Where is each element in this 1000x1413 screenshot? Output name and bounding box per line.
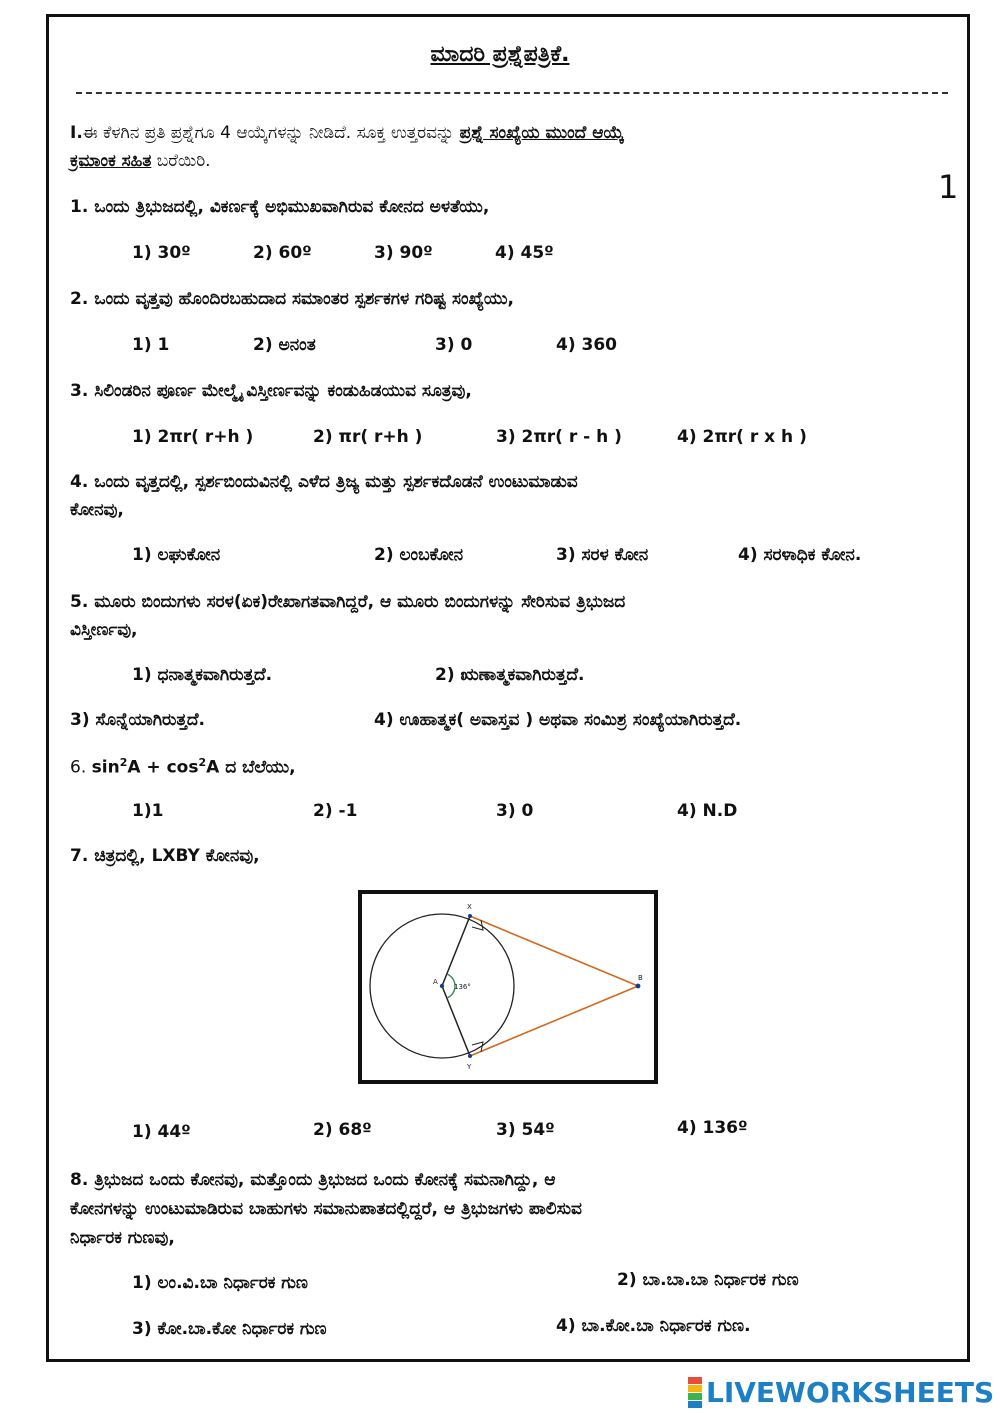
q5-option-3[interactable]: 3) ಸೊನ್ನೆಯಾಗಿರುತ್ತದೆ.	[70, 710, 205, 730]
q4-option-3[interactable]: 3) ಸರಳ ಕೋನ	[556, 545, 649, 565]
angle-label: 136°	[454, 983, 471, 991]
q2-option-4[interactable]: 4) 360	[556, 335, 618, 355]
question-1: 1. ಒಂದು ತ್ರಿಭುಜದಲ್ಲಿ, ವಿಕರ್ಣಕ್ಕೆ ಅಭಿಮುಖವಾಗಿರುವ ಕೋನದ ಅಳತೆಯು,	[70, 197, 490, 217]
q8-option-1[interactable]: 1) ಲಂ.ವಿ.ಬಾ ನಿರ್ಧಾರಕ ಗುಣ	[132, 1273, 308, 1293]
q2-option-1[interactable]: 1) 1	[132, 335, 170, 355]
q1-option-4[interactable]: 4) 45º	[495, 243, 554, 263]
question-8-line-2: ಕೋನಗಳನ್ನು ಉಂಟುಮಾಡಿರುವ ಬಾಹುಗಳು ಸಮಾನುಪಾತದಲ್ಲಿದ್ದರೆ, ಆ ತ್ರಿಭುಜಗಳು ಪಾಲಿಸುವ	[70, 1199, 582, 1219]
q3-option-4[interactable]: 4) 2πr( r x h )	[677, 427, 807, 447]
q6-option-2[interactable]: 2) -1	[313, 801, 358, 821]
q7-option-3[interactable]: 3) 54º	[496, 1120, 555, 1140]
q1-option-3[interactable]: 3) 90º	[374, 243, 433, 263]
q3-option-1[interactable]: 1) 2πr( r+h )	[132, 427, 254, 447]
q5-option-1[interactable]: 1) ಧನಾತ್ಮಕವಾಗಿರುತ್ತದೆ.	[132, 665, 273, 685]
question-5-line-2: ವಿಸ್ತೀರ್ಣವು,	[70, 620, 138, 640]
question-4-line-2: ಕೋನವು,	[70, 500, 124, 520]
radius-ax	[442, 916, 470, 986]
q4-option-1[interactable]: 1) ಲಘುಕೋನ	[132, 545, 221, 565]
circle-tangent-figure	[358, 890, 658, 1084]
liveworksheets-logo[interactable]	[688, 1376, 994, 1408]
question-7: 7. ಚಿತ್ರದಲ್ಲಿ, LXBY ಕೋನವು,	[70, 846, 260, 866]
instruction-line-2: ಕ್ರಮಾಂಕ ಸಹಿತ ಬರೆಯಿರಿ.	[70, 151, 211, 171]
point-x	[468, 914, 472, 918]
point-y	[468, 1054, 472, 1058]
q8-option-4[interactable]: 4) ಬಾ.ಕೋ.ಬಾ ನಿರ್ಧಾರಕ ಗುಣ.	[556, 1316, 751, 1336]
brand-blocks-icon	[688, 1377, 702, 1408]
question-2: 2. ಒಂದು ವೃತ್ತವು ಹೊಂದಿರಬಹುದಾದ ಸಮಾಂತರ ಸ್ಪರ್ಶಕಗಳ ಗರಿಷ್ಟ ಸಂಖ್ಯೆಯು,	[70, 289, 514, 309]
instruction-line-1: I.ಈ ಕೆಳಗಿನ ಪ್ರತಿ ಪ್ರಶ್ನೆಗೂ 4 ಆಯ್ಕೆಗಳನ್ನು ನೀಡಿದೆ. ಸೂಕ್ತ ಉತ್ತರವನ್ನು ಪ್ರಶ್ನೆ ಸಂಖ್ಯೆಯ ಮುಂದೆ ಆಯ್ಕೆ	[70, 123, 624, 143]
question-8-line-3: ನಿರ್ಧಾರಕ ಗುಣವು,	[70, 1228, 175, 1248]
q6-option-1[interactable]: 1)1	[132, 801, 164, 821]
point-b	[636, 984, 641, 989]
q7-option-1[interactable]: 1) 44º	[132, 1122, 191, 1142]
label-a: A	[433, 978, 438, 986]
q5-option-2[interactable]: 2) ಋಣಾತ್ಮಕವಾಗಿರುತ್ತದೆ.	[435, 665, 585, 685]
label-y: Y	[467, 1063, 472, 1071]
question-4-line-1: 4. ಒಂದು ವೃತ್ತದಲ್ಲಿ, ಸ್ಪರ್ಶಬಿಂದುವಿನಲ್ಲಿ ಎಳೆದ ತ್ರಿಜ್ಯ ಮತ್ತು ಸ್ಪರ್ಶಕದೊಡನೆ ಉಂಟುಮಾಡುವ	[70, 472, 578, 492]
q7-option-4[interactable]: 4) 136º	[677, 1118, 748, 1138]
q8-option-2[interactable]: 2) ಬಾ.ಬಾ.ಬಾ ನಿರ್ಧಾರಕ ಗುಣ	[617, 1270, 799, 1290]
q1-option-2[interactable]: 2) 60º	[253, 243, 312, 263]
radius-ay	[442, 986, 470, 1056]
question-3: 3. ಸಿಲಿಂಡರಿನ ಪೂರ್ಣ ಮೇಲ್ಮೈ ವಿಸ್ತೀರ್ಣವನ್ನು ಕಂಡುಹಿಡಯುವ ಸೂತ್ರವು,	[70, 381, 472, 401]
tangent-yb	[470, 986, 638, 1056]
figure-svg	[362, 894, 654, 1080]
q2-option-3[interactable]: 3) 0	[435, 335, 473, 355]
q6-option-4[interactable]: 4) N.D	[677, 801, 738, 821]
tangent-xb	[470, 916, 638, 986]
point-a	[440, 984, 444, 988]
q4-option-2[interactable]: 2) ಲಂಬಕೋನ	[374, 545, 464, 565]
dashed-divider	[76, 92, 948, 94]
q2-option-2[interactable]: 2) ಅನಂತ	[253, 335, 316, 355]
q8-option-3[interactable]: 3) ಕೋ.ಬಾ.ಕೋ ನಿರ್ಧಾರಕ ಗುಣ	[132, 1319, 327, 1339]
question-8-line-1: 8. ತ್ರಿಭುಜದ ಒಂದು ಕೋನವು, ಮತ್ತೊಂದು ತ್ರಿಭುಜದ ಒಂದು ಕೋನಕ್ಕೆ ಸಮನಾಗಿದ್ದು, ಆ	[70, 1170, 556, 1190]
q3-option-2[interactable]: 2) πr( r+h )	[313, 427, 423, 447]
q3-option-3[interactable]: 3) 2πr( r - h )	[496, 427, 622, 447]
question-6: 6. $\sin^2A + \cos^2A$ ದ ಬೆಲೆಯು,	[70, 756, 296, 778]
label-x: X	[467, 903, 472, 911]
q7-option-2[interactable]: 2) 68º	[313, 1120, 372, 1140]
label-b: B	[638, 974, 643, 982]
page-title: ಮಾದರಿ ಪ್ರಶ್ನೆಪತ್ರಿಕೆ.	[430, 42, 570, 67]
q5-option-4[interactable]: 4) ಊಹಾತ್ಮಕ( ಅವಾಸ್ತವ ) ಅಥವಾ ಸಂಮಿಶ್ರ ಸಂಖ್ಯೆಯಾಗಿರುತ್ತದೆ.	[374, 710, 742, 730]
question-5-line-1: 5. ಮೂರು ಬಿಂದುಗಳು ಸರಳ(ಏಕ)ರೇಖಾಗತವಾಗಿದ್ದರೆ, ಆ ಮೂರು ಬಿಂದುಗಳನ್ನು ಸೇರಿಸುವ ತ್ರಿಭುಜದ	[70, 592, 626, 612]
page-number: 1	[930, 168, 966, 206]
brand-text: LIVEWORKSHEETS	[706, 1375, 995, 1409]
q6-option-3[interactable]: 3) 0	[496, 801, 534, 821]
q4-option-4[interactable]: 4) ಸರಳಾಧಿಕ ಕೋನ.	[738, 545, 862, 565]
q1-option-1[interactable]: 1) 30º	[132, 243, 191, 263]
